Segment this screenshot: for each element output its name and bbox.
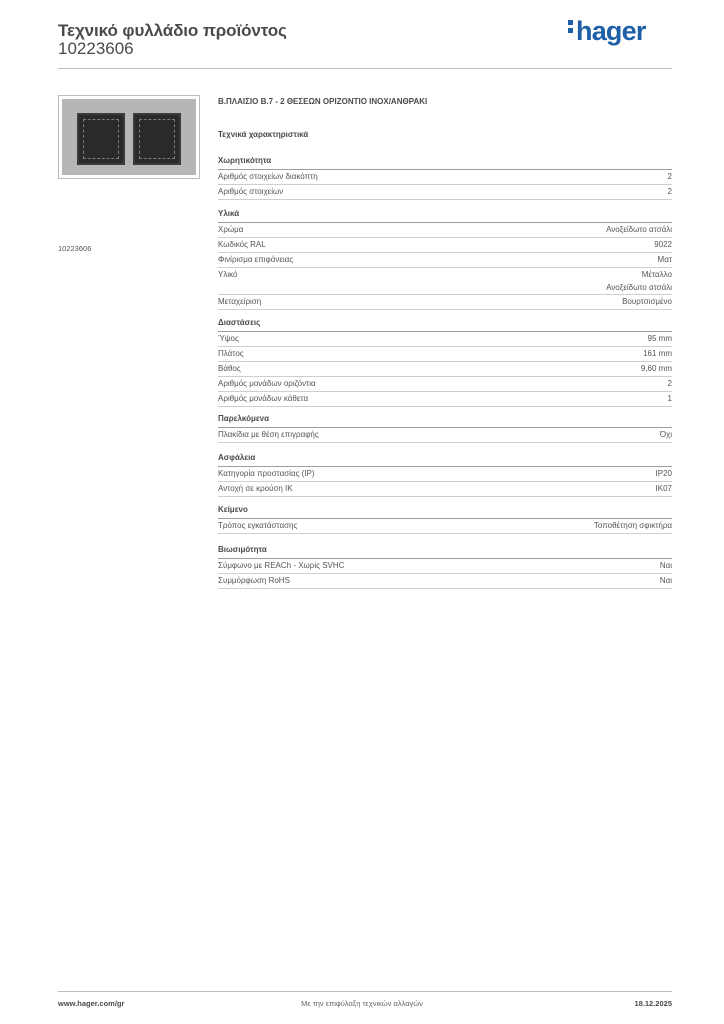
spec-row — [218, 332, 672, 347]
spec-label: Κατηγορία προστασίας (IP) — [218, 469, 315, 478]
spec-row — [218, 377, 672, 392]
spec-row — [218, 574, 672, 589]
section-title: Υλικά — [218, 208, 672, 223]
spec-label: Σύμφωνο με REACh - Χωρίς SVHC — [218, 561, 345, 570]
logo-dots-icon — [568, 17, 573, 36]
spec-label: Αριθμός στοιχείων διακόπτη — [218, 172, 318, 181]
product-thumbnail — [58, 95, 200, 179]
spec-value: 9022 — [654, 240, 672, 249]
spec-label: Υλικό — [218, 270, 238, 279]
spec-heading: Τεχνικά χαρακτηριστικά — [218, 130, 309, 139]
thumbnail-caption: 10223606 — [58, 244, 92, 253]
header-divider — [58, 68, 672, 69]
spec-value: Ναι — [659, 576, 672, 585]
spec-value: Ναι — [659, 561, 672, 570]
spec-label: Βάθος — [218, 364, 241, 373]
section-title: Ασφάλεια — [218, 452, 672, 467]
spec-value: IK07 — [655, 484, 672, 493]
spec-label: Πλακίδια με θέση επιγραφής — [218, 430, 319, 439]
spec-row — [218, 362, 672, 377]
spec-section — [218, 413, 672, 443]
spec-label: Φινίρισμα επιφάνειας — [218, 255, 294, 264]
frame-plate-icon — [62, 99, 196, 175]
spec-row — [218, 482, 672, 497]
spec-value: Τοποθέτηση σφικτήρα — [593, 521, 672, 530]
spec-section — [218, 317, 672, 407]
spec-row — [218, 559, 672, 574]
spec-row — [218, 185, 672, 200]
spec-row — [218, 268, 672, 295]
spec-label: Τρόπος εγκατάστασης — [218, 521, 298, 530]
spec-value: Όχι — [659, 430, 672, 439]
spec-label: Συμμόρφωση RoHS — [218, 576, 290, 585]
spec-label: Ύψος — [218, 334, 239, 343]
spec-label: Μεταχείριση — [218, 297, 262, 306]
spec-row — [218, 467, 672, 482]
product-title: B.ΠΛΑΙΣΙΟ B.7 - 2 ΘΕΣΕΩΝ ΟΡΙΖΟΝΤΙΟ ΙΝΟΧ/ΑΝΘΡΑΚΙ — [218, 97, 428, 106]
page-header-code: 10223606 — [58, 39, 134, 58]
frame-slot-left — [77, 113, 125, 165]
spec-section — [218, 504, 672, 534]
spec-value: Ανοξείδωτο ατσάλι — [606, 225, 672, 234]
spec-value: 95 mm — [647, 334, 672, 343]
spec-value: 9,60 mm — [640, 364, 672, 373]
footer-notice: Με την επιφύλαξη τεχνικών αλλαγών — [301, 999, 423, 1008]
spec-value: 161 mm — [643, 349, 672, 358]
spec-row — [218, 253, 672, 268]
spec-label: Πλάτος — [218, 349, 244, 358]
spec-section — [218, 155, 672, 200]
spec-value: Μέταλλο Ανοξείδωτο ατσάλι — [606, 270, 672, 292]
frame-slot-right — [133, 113, 181, 165]
hager-logo — [568, 16, 646, 47]
spec-label: Αριθμός στοιχείων — [218, 187, 284, 196]
spec-label: Αριθμός μονάδων οριζόντια — [218, 379, 316, 388]
footer-website: www.hager.com/gr — [58, 999, 125, 1008]
spec-row — [218, 223, 672, 238]
spec-value: Ματ — [657, 255, 672, 264]
spec-row — [218, 295, 672, 310]
spec-row — [218, 238, 672, 253]
spec-value: Βουρτσισμένο — [622, 297, 672, 306]
spec-value: 2 — [667, 379, 672, 388]
spec-value: IP20 — [655, 469, 672, 478]
spec-label: Χρώμα — [218, 225, 244, 234]
spec-row — [218, 519, 672, 534]
spec-row — [218, 428, 672, 443]
spec-label: Αριθμός μονάδων κάθετα — [218, 394, 309, 403]
section-title: Χωρητικότητα — [218, 155, 672, 170]
spec-value: 2 — [667, 187, 672, 196]
section-title: Κείμενο — [218, 504, 672, 519]
spec-value: 1 — [667, 394, 672, 403]
spec-row — [218, 392, 672, 407]
page-header-title: Τεχνικό φυλλάδιο προϊόντος — [58, 21, 287, 40]
section-title: Βιωσιμότητα — [218, 544, 672, 559]
section-title: Παρελκόμενα — [218, 413, 672, 428]
spec-row — [218, 347, 672, 362]
spec-section — [218, 208, 672, 310]
spec-section — [218, 452, 672, 497]
spec-section — [218, 544, 672, 589]
spec-value: 2 — [667, 172, 672, 181]
spec-row — [218, 170, 672, 185]
logo-text: hager — [576, 16, 646, 46]
spec-label: Αντοχή σε κρούση IK — [218, 484, 293, 493]
footer-divider — [58, 991, 672, 992]
footer-date: 18.12.2025 — [634, 999, 672, 1008]
section-title: Διαστάσεις — [218, 317, 672, 332]
spec-label: Κωδικός RAL — [218, 240, 266, 249]
